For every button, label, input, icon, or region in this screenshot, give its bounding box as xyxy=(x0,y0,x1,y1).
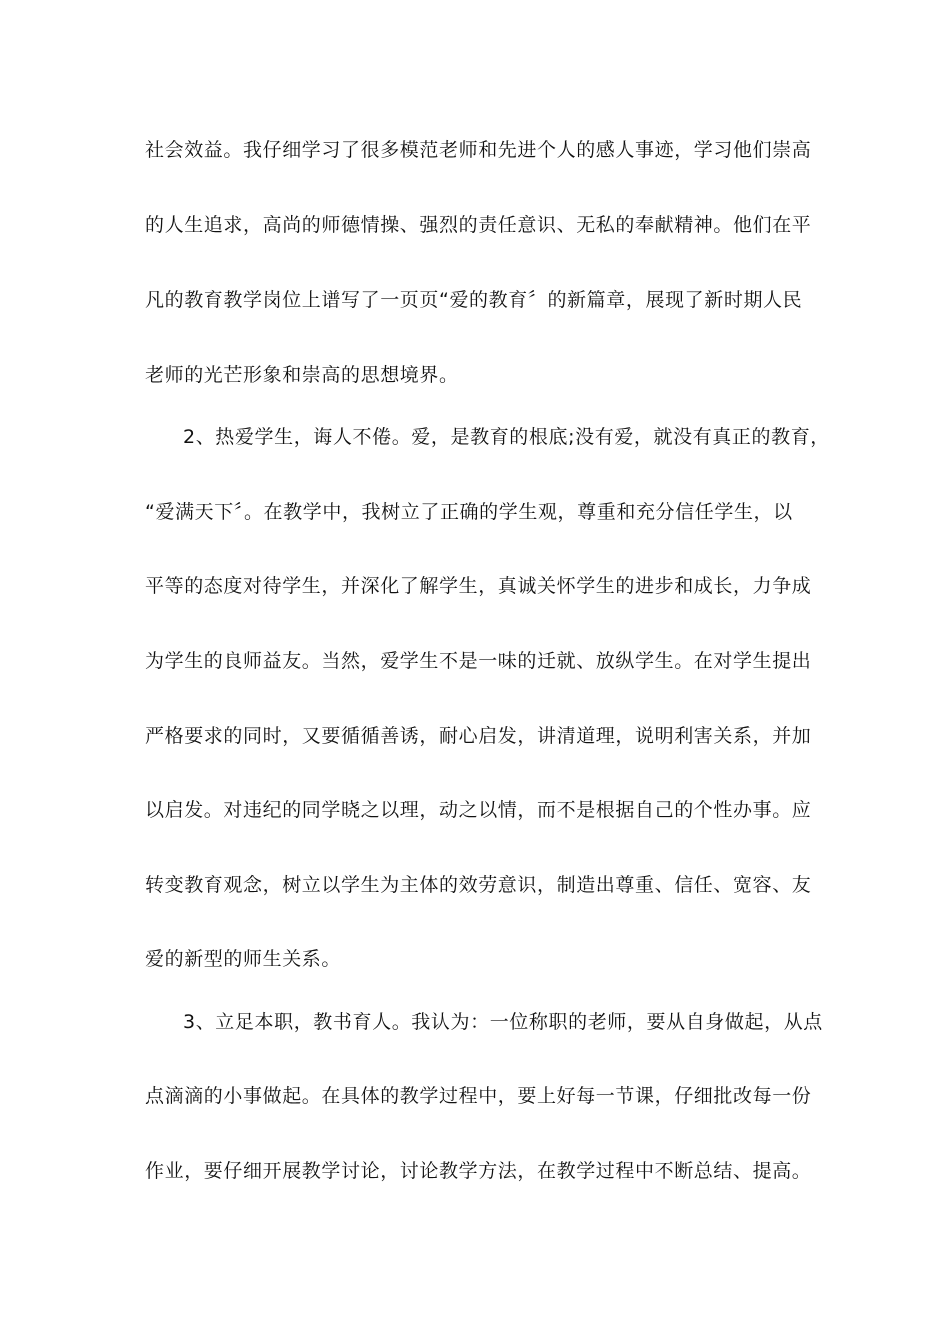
text-line: “爱满天下〞。在教学中，我树立了正确的学生观，尊重和充分信任学生，以 xyxy=(145,501,793,523)
text-line: 转变教育观念，树立以学生为主体的效劳意识，制造出尊重、信任、宽容、友 xyxy=(145,874,812,896)
text-line: 爱的新型的师生关系。 xyxy=(145,948,342,970)
text-line: 点滴滴的小事做起。在具体的教学过程中，要上好每一节课，仔细批改每一份 xyxy=(145,1085,812,1107)
text-line: 作业，要仔细开展教学讨论，讨论教学方法，在教学过程中不断总结、提高。 xyxy=(145,1160,812,1182)
text-line: 老师的光芒形象和崇高的思想境界。 xyxy=(145,364,459,386)
text-line: 严格要求的同时，又要循循善诱，耐心启发，讲清道理，说明利害关系，并加 xyxy=(145,725,812,747)
text-line: 3、立足本职，教书育人。我认为：一位称职的老师，要从自身做起，从点 xyxy=(183,1011,823,1033)
text-line: 的人生追求，高尚的师德情操、强烈的责任意识、无私的奉献精神。他们在平 xyxy=(145,214,812,236)
text-line: 2、热爱学生，诲人不倦。爱，是教育的根底;没有爱，就没有真正的教育， xyxy=(183,426,830,448)
text-line: 平等的态度对待学生，并深化了解学生，真诚关怀学生的进步和成长，力争成 xyxy=(145,575,812,597)
text-line: 凡的教育教学岗位上谱写了一页页“爱的教育〞的新篇章，展现了新时期人民 xyxy=(145,289,803,311)
text-line: 为学生的良师益友。当然，爱学生不是一味的迁就、放纵学生。在对学生提出 xyxy=(145,650,812,672)
text-line: 以启发。对违纪的同学晓之以理，动之以情，而不是根据自己的个性办事。应 xyxy=(145,799,812,821)
text-line: 社会效益。我仔细学习了很多模范老师和先进个人的感人事迹，学习他们崇高 xyxy=(145,139,812,161)
